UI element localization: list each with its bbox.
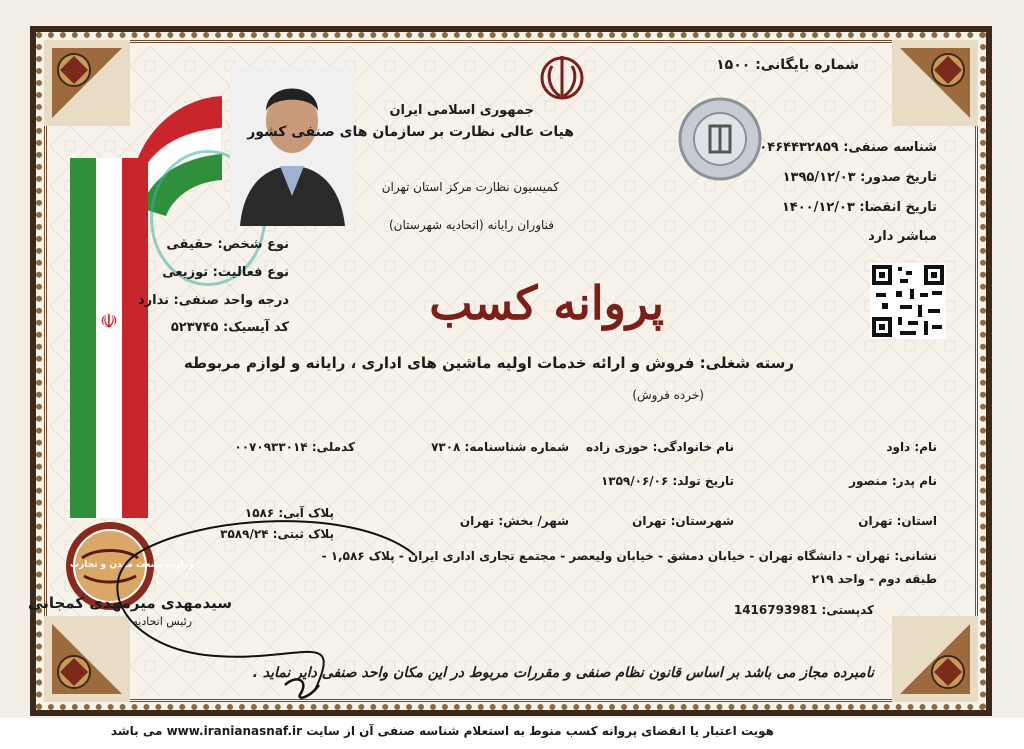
address-line-1: نشانی: تهران - دانشگاه تهران - خیابان دمشق - خیابان ولیعصر - مجتمع تجاری اداری ایران - پلاک ۱,۵۸۶ - bbox=[321, 549, 937, 563]
national-code: کدملی: ۰۰۷۰۹۳۳۰۱۴ bbox=[234, 440, 355, 454]
first-name: نام: داود bbox=[886, 440, 937, 454]
qr-code-icon bbox=[870, 263, 946, 339]
signer-name: سیدمهدی میرمهدی کمجانی bbox=[28, 594, 232, 612]
father-name: نام پدر: منصور bbox=[849, 474, 937, 488]
corner-ornament-top-right bbox=[892, 40, 978, 126]
county: شهرستان: تهران bbox=[632, 514, 734, 528]
republic-label: جمهوری اسلامی ایران bbox=[389, 103, 534, 118]
unit-degree: درجه واحد صنفی: ندارد bbox=[138, 293, 289, 308]
iran-emblem-icon bbox=[538, 52, 586, 102]
province: استان: تهران bbox=[858, 514, 937, 528]
plate-registered: پلاک ثبتی: ۳۵۸۹/۲۴ bbox=[220, 527, 334, 541]
footer-bar bbox=[0, 718, 1024, 749]
svg-text:☫: ☫ bbox=[100, 309, 118, 333]
certificate-title: پروانه کسب bbox=[429, 276, 664, 330]
expiry-date: تاریخ انقضا: ۱۴۰۰/۱۲/۰۳ bbox=[781, 200, 937, 215]
footer-verification-text: هویت اعتبار یا انقضای پروانه کسب منوط به استعلام شناسه صنفی آن از سایت www.iranianasnaf.ir می باشد bbox=[110, 724, 774, 738]
issue-date: تاریخ صدور: ۱۳۹۵/۱۲/۰۳ bbox=[782, 170, 937, 185]
postal-code: کدپستی: 1416793981 bbox=[733, 603, 874, 617]
birth-date: تاریخ تولد: ۱۳۵۹/۰۶/۰۶ bbox=[600, 474, 734, 488]
plate-blue: پلاک آبی: ۱۵۸۶ bbox=[244, 506, 334, 520]
union-label: فناوران رایانه (اتحادیه شهرستان) bbox=[389, 218, 554, 232]
corner-ornament-bottom-right bbox=[892, 616, 978, 702]
direct-manager: مباشر دارد bbox=[868, 229, 937, 244]
commission-label: کمیسیون نظارت مرکز استان تهران bbox=[381, 180, 559, 194]
business-subcategory: (خرده فروش) bbox=[632, 388, 704, 402]
signer-role: رئیس اتحادیه bbox=[132, 615, 192, 628]
business-category: رسته شغلی: فروش و ارائه خدمات اولیه ماشین های اداری ، رایانه و لوازم مربوطه bbox=[183, 354, 794, 372]
legal-notice: نامبرده مجاز می باشد بر اساس قانون نظام صنفی و مقررات مربوط در این مکان واحد صنفی دایر نماید . bbox=[252, 665, 874, 681]
archive-number: شماره بایگانی: ۱۵۰۰ bbox=[716, 57, 859, 73]
last-name: نام خانوادگی: حوری زاده bbox=[585, 440, 734, 454]
id-number: شماره شناسنامه: ۷۳۰۸ bbox=[431, 440, 569, 454]
person-type: نوع شخص: حقیقی bbox=[166, 237, 289, 252]
hologram-seal-icon bbox=[676, 96, 764, 182]
activity-type: نوع فعالیت: توزیعی bbox=[162, 265, 289, 280]
guild-id: شناسه صنفی: ۰۴۶۴۴۳۲۸۵۹ bbox=[759, 140, 937, 155]
city: شهر/ بخش: تهران bbox=[459, 514, 569, 528]
seal-text: وزارت صنعت معدن و تجارت bbox=[70, 560, 195, 570]
isic-code: کد آیسیک: ۵۲۳۷۴۵ bbox=[170, 320, 289, 335]
address-line-2: طبقه دوم - واحد ۲۱۹ bbox=[811, 572, 937, 586]
high-council-label: هیات عالی نظارت بر سازمان های صنفی کشور bbox=[247, 124, 574, 140]
owner-photo bbox=[230, 66, 355, 226]
